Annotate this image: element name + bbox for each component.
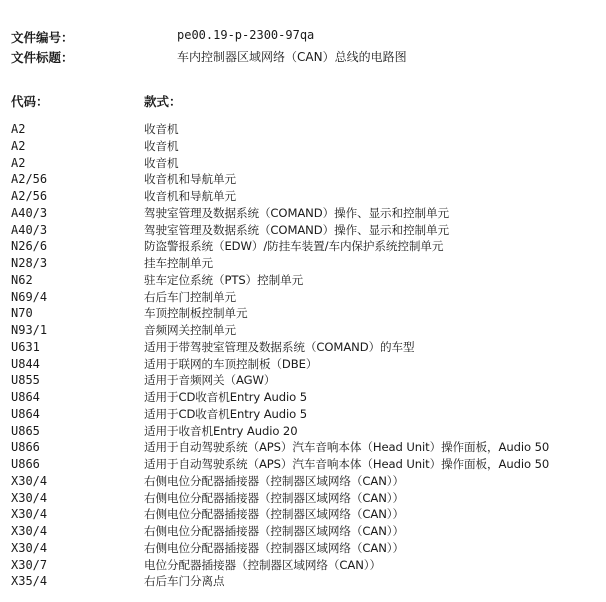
- component-code: U844: [11, 356, 40, 371]
- doc-number-value: pe00.19-p-2300-97qa: [177, 28, 315, 42]
- component-description: 适用于带驾驶室管理及数据系统（COMAND）的车型: [144, 339, 415, 354]
- component-description: 收音机和导航单元: [144, 172, 236, 187]
- component-description: 适用于联网的车顶控制板（DBE）: [144, 356, 318, 371]
- component-description: 防盗警报系统（EDW）/防挂车装置/车内保护系统控制单元: [144, 239, 444, 254]
- table-row: [11, 222, 606, 239]
- table-row: [11, 473, 606, 490]
- table-row: [11, 238, 606, 255]
- component-code: U855: [11, 373, 40, 388]
- component-description: 收音机: [144, 122, 179, 136]
- component-code: U866: [11, 457, 40, 471]
- component-description: 适用于收音机Entry Audio 20: [144, 423, 298, 438]
- component-code: U865: [11, 423, 40, 438]
- component-description: 右侧电位分配器插接器（控制器区域网络（CAN））: [144, 524, 404, 538]
- component-code: A2/56: [11, 172, 48, 187]
- component-description: 右后车门分离点: [144, 574, 225, 589]
- component-code: X30/4: [11, 524, 48, 538]
- component-code: N62: [11, 272, 33, 287]
- table-row: [11, 573, 606, 590]
- component-code: U866: [11, 440, 40, 455]
- component-description: 收音机: [144, 155, 179, 170]
- component-code: U864: [11, 390, 40, 404]
- component-code: X30/4: [11, 473, 48, 488]
- table-row: [11, 205, 606, 222]
- doc-title-label: 文件标题：: [11, 50, 74, 65]
- table-row: [11, 423, 606, 440]
- table-row: [11, 506, 606, 523]
- component-description: 适用于CD收音机Entry Audio 5: [144, 390, 308, 404]
- table-row: [11, 523, 606, 540]
- component-description: 挂车控制单元: [144, 256, 213, 270]
- component-code: A2: [11, 155, 26, 170]
- component-description: 驾驶室管理及数据系统（COMAND）操作、显示和控制单元: [144, 205, 450, 220]
- component-code: U631: [11, 339, 40, 354]
- component-description: 电位分配器插接器（控制器区域网络（CAN））: [144, 557, 381, 572]
- component-description: 收音机: [144, 138, 179, 153]
- component-description: 适用于CD收音机Entry Audio 5: [144, 406, 308, 421]
- table-row: [11, 439, 606, 456]
- code-table: [11, 121, 606, 590]
- table-row: [11, 138, 606, 155]
- table-row: [11, 490, 606, 507]
- table-row: [11, 255, 606, 272]
- doc-number-label: 文件编号：: [11, 30, 74, 45]
- doc-title-value: 车内控制器区域网络（CAN）总线的电路图: [177, 50, 407, 64]
- component-description: 适用于音频网关（AGW）: [144, 373, 276, 388]
- table-row: [11, 155, 606, 172]
- component-code: A2/56: [11, 189, 48, 203]
- component-description: 收音机和导航单元: [144, 189, 236, 203]
- table-row: [11, 121, 606, 138]
- component-description: 右侧电位分配器插接器（控制器区域网络（CAN））: [144, 490, 404, 505]
- component-code: U864: [11, 406, 40, 421]
- table-row: [11, 322, 606, 339]
- component-description: 适用于自动驾驶系统（APS）汽车音响本体（Head Unit）操作面板，Audio 50: [144, 440, 550, 455]
- component-description: 音频网关控制单元: [144, 323, 236, 337]
- component-description: 右侧电位分配器插接器（控制器区域网络（CAN））: [144, 507, 404, 522]
- component-code: N70: [11, 306, 33, 321]
- table-row: [11, 356, 606, 373]
- component-description: 右侧电位分配器插接器（控制器区域网络（CAN））: [144, 540, 404, 555]
- table-row: [11, 389, 606, 406]
- table-row: [11, 188, 606, 205]
- table-row: [11, 372, 606, 389]
- component-code: A2: [11, 122, 26, 136]
- table-row: [11, 406, 606, 423]
- component-code: N28/3: [11, 256, 48, 270]
- component-description: 适用于自动驾驶系统（APS）汽车音响本体（Head Unit）操作面板，Audio 50: [144, 457, 550, 471]
- component-code: X30/4: [11, 540, 48, 555]
- table-row: [11, 272, 606, 289]
- component-code: A40/3: [11, 205, 48, 220]
- component-description: 右后车门控制单元: [144, 289, 236, 304]
- component-description: 右侧电位分配器插接器（控制器区域网络（CAN））: [144, 473, 404, 488]
- component-code: X30/4: [11, 507, 48, 522]
- component-code: N93/1: [11, 323, 48, 337]
- component-code: X35/4: [11, 574, 48, 589]
- table-row: [11, 456, 606, 473]
- component-description: 车顶控制板控制单元: [144, 306, 248, 321]
- table-row: [11, 540, 606, 557]
- table-row: [11, 289, 606, 306]
- component-code: N26/6: [11, 239, 48, 254]
- component-code: A40/3: [11, 222, 48, 237]
- table-row: [11, 305, 606, 322]
- component-code: X30/4: [11, 490, 48, 505]
- table-row: [11, 557, 606, 574]
- component-description: 驻车定位系统（PTS）控制单元: [144, 272, 304, 287]
- component-code: A2: [11, 138, 26, 153]
- component-code: N69/4: [11, 289, 48, 304]
- component-description: 驾驶室管理及数据系统（COMAND）操作、显示和控制单元: [144, 222, 450, 237]
- code-column-header: 代码：: [11, 94, 49, 109]
- model-column-header: 款式：: [144, 94, 182, 109]
- table-row: [11, 171, 606, 188]
- table-row: [11, 339, 606, 356]
- component-code: X30/7: [11, 557, 48, 572]
